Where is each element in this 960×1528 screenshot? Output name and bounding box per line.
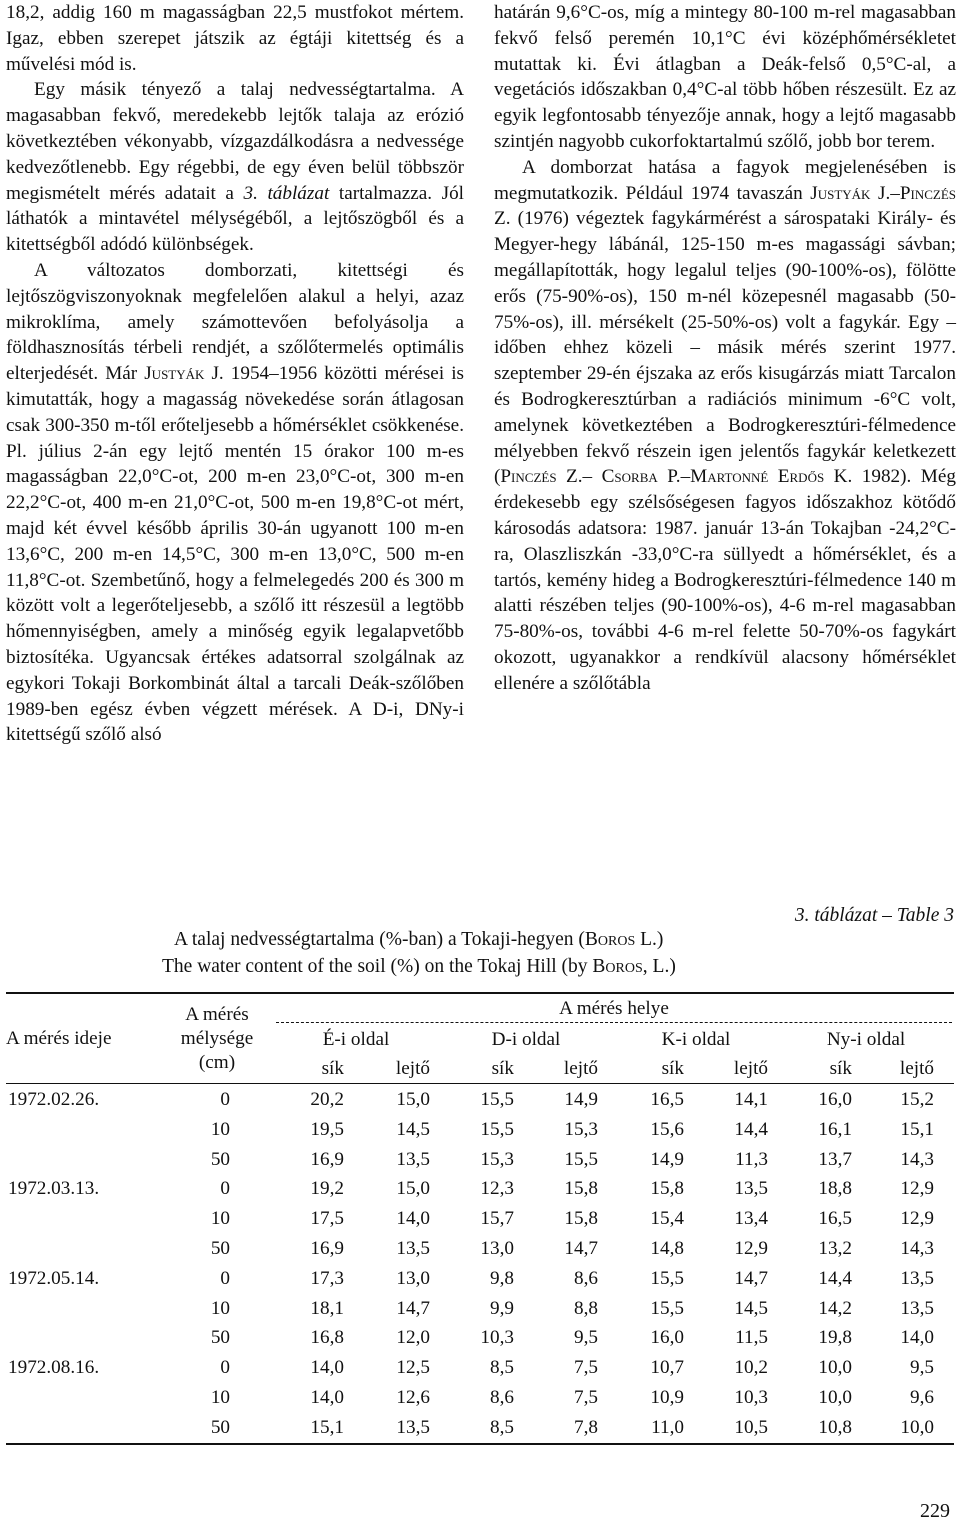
cell-value: 9,5 [574,1327,598,1348]
cell-value: 18,1 [310,1298,344,1319]
header-depth-line-1: A mérés [185,1004,249,1025]
table-top-rule [6,992,954,994]
cell-value: 13,5 [396,1149,430,1170]
cell-value: 19,5 [310,1119,344,1140]
cell-depth: 0 [220,1357,230,1378]
header-place: A mérés helye [559,998,669,1019]
cell-value: 15,6 [650,1119,684,1140]
cell-value: 10,0 [818,1387,852,1408]
cell-value: 14,7 [734,1268,768,1289]
cell-value: 14,0 [310,1357,344,1378]
cell-value: 17,3 [310,1268,344,1289]
header-sub-flat: sík [321,1058,344,1079]
cell-value: 11,5 [735,1327,768,1348]
cell-value: 15,1 [310,1417,344,1438]
cell-value: 15,8 [564,1178,598,1199]
cell-value: 10,3 [480,1327,514,1348]
author-name: Pinczés [899,182,957,204]
cell-depth: 0 [220,1268,230,1289]
cell-value: 10,8 [818,1417,852,1438]
cell-value: 12,5 [396,1357,430,1378]
cell-depth: 50 [210,1417,230,1438]
cell-value: 20,2 [310,1089,344,1110]
header-sub-flat: sík [829,1058,852,1079]
cell-value: 16,9 [310,1149,344,1170]
cell-value: 15,5 [480,1119,514,1140]
header-side-2: K-i oldal [661,1029,731,1050]
cell-value: 14,7 [396,1298,430,1319]
author-name: Justyák [810,182,871,204]
right-p2-text-a: A domborzat hatása a fagyok megjelenésében is megmutatkozik. Például 1974 tavaszán [494,156,956,204]
cell-value: 14,9 [650,1149,684,1170]
author-name: Csorba [601,466,658,488]
header-side-0: É-i oldal [322,1029,390,1050]
cell-value: 16,5 [650,1089,684,1110]
cell-value: 10,3 [734,1387,768,1408]
header-sub-slope: lejtő [395,1058,430,1079]
cell-value: 9,8 [490,1268,514,1289]
title-hu-a: A talaj nedvességtartalma (%-ban) a Tokaji-hegyen ( [174,929,585,950]
cell-depth: 10 [210,1208,230,1229]
cell-value: 15,3 [480,1149,514,1170]
table-title-en [162,955,676,979]
page-number: 229 [920,1500,950,1522]
table-header-dashed-rule [276,1022,952,1023]
cell-value: 14,0 [396,1208,430,1229]
cell-value: 9,6 [910,1387,934,1408]
cell-depth: 50 [210,1149,230,1170]
cell-value: 8,6 [490,1387,514,1408]
left-p3-text-b: J. 1954–1956 közötti mérései is kimutatták, hogy a magasság növekedése során átlagosan csak 300-350 m-től erőteljesebb a hőmérséklet csökkenése. Pl. július 2-án egy lejtő mentén 15 órakor 100 m-es magasságban 22,0°C-ot, 200 m-en 23,0°C-ot, 300 m-en 22,2°C-ot, 400 m-en 21,0°C-ot, 500 m-en 19,8°C-ot mért, majd két évvel később április 30-án ugyanott 100 m-en 13,6°C, 200 m-en 14,5°C, 300 m-en 13,0°C, 500 m-en 11,8°C-ot. Szembetűnő, hogy a felmelegedés 200 és 300 m között volt a legerőteljesebb, a szőlő itt részesül a legtöbb hőmennyiségben, amely a minőség egyik legalapvetőbb biztosítéka. Ugyancsak értékes adatsorral szolgálnak az egykori Tokaji Borkombinát által a tarcali Deák-szőlőben 1989-ben egész évben végzett mérések. A D-i, DNy-i kitettségű szőlő alsó [6,363,465,746]
left-p2-text-a: Egy másik tényező a talaj nedvességtartalma. A magasabban fekvő, meredekebb lejtők talaja az erózió következtében vékonyabb, vízgazdálkodásra a nedvessége kedvezőtlenebb. Egy régebbi, de egy éven belül többször megismételt mérés adatait a [6,79,464,204]
author-name: Martonné Erdős [690,466,825,488]
right-p2-text-f: K. 1982). Még érdekesebb egy szélsőségesen fagyos időszakhoz kötődő károsodás adatsora: 1987. január 13-án Tokajban -24,2°C-ra, Olaszliszkán -33,0°C-ra süllyedt a hőmérséklet, és a tartós, kemény hideg a Bodrogkeresztúri-félmedence 140 m alatti részében teljes (90-100%-os), 4-6 m-rel magasabban 75-80%-os, további 4-6 m-rel felette 50-70%-os fagykárt okozott, ugyanakkor a rendkívül alacsony hőmérséklet ellenére a szőlőtábla [494,466,956,694]
right-p2-text-b: J.– [870,182,900,204]
cell-value: 11,3 [735,1149,768,1170]
cell-depth: 0 [220,1178,230,1199]
header-sub-slope: lejtő [563,1058,598,1079]
cell-value: 15,5 [480,1089,514,1110]
cell-date: 1972.02.26. [8,1089,100,1110]
cell-value: 15,5 [650,1268,684,1289]
cell-value: 13,2 [818,1238,852,1259]
cell-value: 13,5 [900,1298,934,1319]
cell-value: 15,2 [900,1089,934,1110]
cell-value: 14,7 [564,1238,598,1259]
cell-value: 12,9 [900,1178,934,1199]
title-en-a: The water content of the soil (%) on the Tokaj Hill (by [162,956,593,977]
cell-value: 14,4 [734,1119,768,1140]
cell-value: 8,8 [574,1298,598,1319]
author-name: Justyák [144,363,205,385]
cell-value: 15,5 [650,1298,684,1319]
cell-value: 14,9 [564,1089,598,1110]
cell-value: 10,2 [734,1357,768,1378]
cell-value: 14,5 [734,1298,768,1319]
cell-depth: 50 [210,1238,230,1259]
cell-value: 14,0 [900,1327,934,1348]
author-name: Boros [592,956,643,977]
right-p2-text-c: Z. (1976) végeztek fagykármérést a sárospataki Király- és Megyer-hegy lábánál, 125-150 m-es magassági sávban; megállapították, hogy legalul teljes (90-100%-os), fölötte erős (75-90%-os), 150 m-nél közepesnél magasabb (50-75%-os), ill. mérsékelt (25-50%-os) volt a fagykár. Egy – időben ehhez közeli – másik mérés szerint 1977. szeptember 29-én éjszaka az erős kisugárzás miatt Tarcalon és Bodrogkeresztúrban a radiációs minimum -6°C volt, amelynek következtében a Bodrogkeresztúri-félmedence mélyebben fekvő részein igen jelentős fagykár keletkezett ( [494,208,956,488]
author-name: Pinczés [500,466,557,488]
table-reference: 3. táblázat [243,182,330,204]
cell-value: 15,1 [900,1119,934,1140]
cell-value: 10,0 [818,1357,852,1378]
cell-value: 15,7 [480,1208,514,1229]
cell-value: 14,0 [310,1387,344,1408]
cell-value: 10,9 [650,1387,684,1408]
cell-value: 12,6 [396,1387,430,1408]
header-depth-line-3: (cm) [198,1052,236,1073]
right-paragraph-1: határán 9,6°C-os, míg a mintegy 80-100 m-rel magasabban fekvő felső peremén 10,1°C évi középhőmérsékletet mutattak ki. Évi átlagban a Deák-felső 0,5°C-al, a vegetációs időszakban 0,4°C-al több hőben részesült. Ez az egyik legfontosabb tényezője annak, hogy a lejtő magasabb szintjén nagyobb cukorfoktartalmú szőlő, jobb bor terem. [494,2,956,152]
title-hu-b: L.) [635,929,664,950]
cell-depth: 0 [220,1089,230,1110]
cell-value: 16,5 [818,1208,852,1229]
header-sub-flat: sík [661,1058,684,1079]
cell-value: 13,7 [818,1149,852,1170]
title-en-b: , L.) [642,956,676,977]
cell-value: 15,3 [564,1119,598,1140]
header-sub-slope: lejtő [899,1058,934,1079]
cell-value: 7,5 [574,1387,598,1408]
cell-value: 8,6 [574,1268,598,1289]
table-title-hu [174,928,663,952]
cell-value: 12,3 [480,1178,514,1199]
cell-value: 10,7 [650,1357,684,1378]
cell-value: 12,0 [396,1327,430,1348]
cell-value: 7,8 [574,1417,598,1438]
cell-value: 17,5 [310,1208,344,1229]
cell-value: 16,8 [310,1327,344,1348]
header-side-3: Ny-i oldal [826,1029,906,1050]
cell-value: 16,1 [818,1119,852,1140]
left-p3-text-a: A változatos domborzati, kitettségi és lejtőszögviszonyoknak megfelelően alakul a helyi, azaz mikroklíma, amely számottevően befolyásolja a földhasznosítás térbeli rendjét, a szőlőtermelés optimális elterjedését. Már [6,259,464,385]
cell-value: 14,2 [818,1298,852,1319]
header-sub-slope: lejtő [733,1058,768,1079]
cell-date: 1972.05.14. [8,1268,100,1289]
cell-value: 18,8 [818,1178,852,1199]
cell-value: 14,3 [900,1149,934,1170]
cell-value: 9,5 [910,1357,934,1378]
header-side-1: D-i oldal [491,1029,561,1050]
cell-value: 11,0 [651,1417,684,1438]
cell-value: 19,2 [310,1178,344,1199]
cell-value: 15,4 [650,1208,684,1229]
cell-value: 19,8 [818,1327,852,1348]
cell-value: 13,4 [734,1208,768,1229]
cell-value: 12,9 [734,1238,768,1259]
table-tag: 3. táblázat – Table 3 [794,905,954,926]
cell-value: 13,5 [734,1178,768,1199]
right-p2-text-e: P.– [657,466,691,488]
cell-value: 14,4 [818,1268,852,1289]
cell-depth: 50 [210,1327,230,1348]
cell-value: 15,8 [564,1208,598,1229]
cell-value: 16,0 [818,1089,852,1110]
table-header-rule [6,1083,954,1084]
cell-value: 15,5 [564,1149,598,1170]
cell-value: 15,8 [650,1178,684,1199]
cell-value: 13,0 [480,1238,514,1259]
cell-value: 7,5 [574,1357,598,1378]
cell-value: 12,9 [900,1208,934,1229]
cell-value: 16,0 [650,1327,684,1348]
header-depth-line-2: mélysége [180,1028,254,1049]
cell-value: 14,5 [396,1119,430,1140]
cell-value: 14,1 [734,1089,768,1110]
cell-depth: 10 [210,1387,230,1408]
cell-value: 13,5 [396,1417,430,1438]
cell-date: 1972.08.16. [8,1357,100,1378]
left-p2-text-b: tartalmazza. Jól láthatók a mintavétel mélységéből, a lejtőszögből és a kitettségből adódó különbségek. [6,182,465,256]
cell-value: 13,5 [900,1268,934,1289]
cell-value: 15,0 [396,1178,430,1199]
left-paragraph-1: 18,2, addig 160 m magasságban 22,5 mustfokot mértem. Igaz, ebben szerepet játszik az égtáji kitettség és a művelési mód is. [6,2,464,75]
cell-value: 10,5 [734,1417,768,1438]
header-date: A mérés ideje [6,1028,112,1049]
cell-value: 14,3 [900,1238,934,1259]
cell-value: 9,9 [490,1298,514,1319]
cell-depth: 10 [210,1119,230,1140]
table-bottom-rule [6,1443,954,1445]
cell-value: 16,9 [310,1238,344,1259]
cell-date: 1972.03.13. [8,1178,100,1199]
author-name: Boros [584,929,636,950]
cell-value: 15,0 [396,1089,430,1110]
cell-depth: 10 [210,1298,230,1319]
cell-value: 13,0 [396,1268,430,1289]
header-sub-flat: sík [491,1058,514,1079]
cell-value: 8,5 [490,1357,514,1378]
cell-value: 13,5 [396,1238,430,1259]
right-p2-text-d: Z.– [556,466,602,488]
cell-value: 14,8 [650,1238,684,1259]
cell-value: 8,5 [490,1417,514,1438]
cell-value: 10,0 [900,1417,934,1438]
